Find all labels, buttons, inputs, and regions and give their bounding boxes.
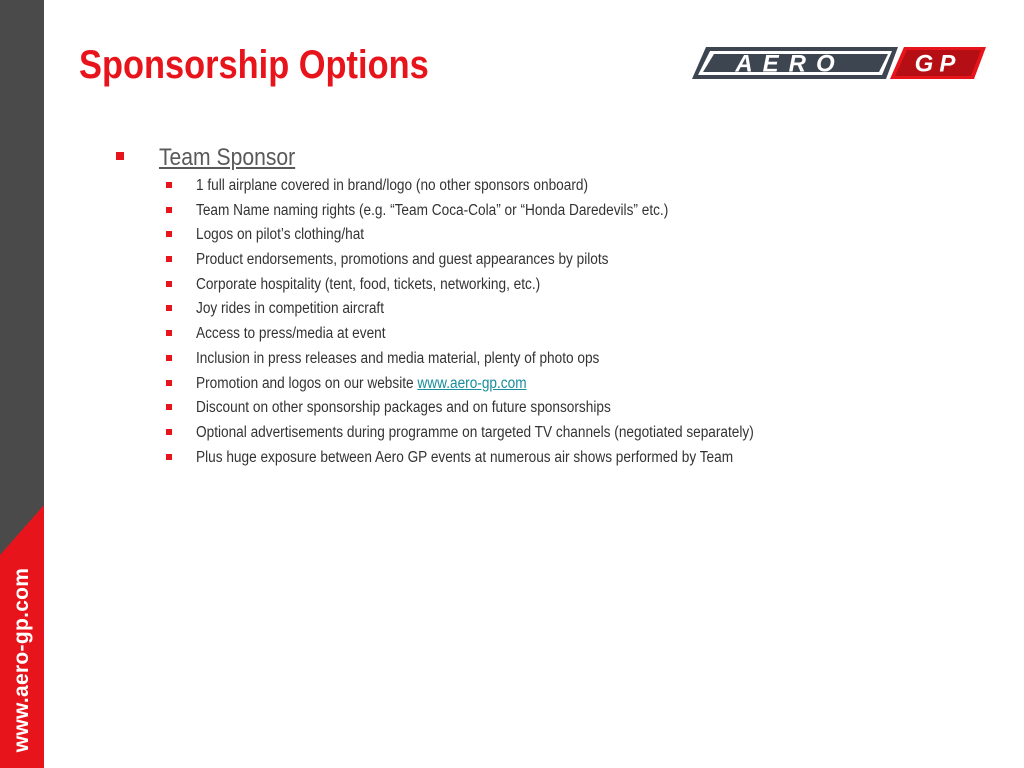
list-item: [112, 373, 992, 398]
square-bullet-icon: [166, 182, 172, 188]
list-item: [112, 348, 992, 373]
team-sponsor-heading-row: [112, 142, 992, 174]
list-item: [112, 397, 992, 422]
square-bullet-icon: [166, 330, 172, 336]
logo-text-gp: GP: [914, 50, 962, 78]
list-item-text: Promotion and logos on our website: [196, 374, 418, 392]
aero-gp-logo: [690, 44, 988, 82]
team-sponsor-heading[interactable]: Team Sponsor: [159, 144, 296, 171]
list-item: [112, 447, 992, 472]
page-title: Sponsorship Options: [79, 43, 429, 87]
list-item-text: Discount on other sponsorship packages and on future sponsorships: [196, 399, 611, 417]
logo-graphic: [690, 44, 988, 82]
square-bullet-icon: [166, 380, 172, 386]
list-item: [112, 175, 992, 200]
list-item: [112, 200, 992, 225]
list-item: [112, 422, 992, 447]
square-bullet-icon: [166, 404, 172, 410]
square-bullet-icon: [166, 281, 172, 287]
list-item-text: Team Name naming rights (e.g. “Team Coca-Cola” or “Honda Daredevils” etc.): [196, 201, 669, 219]
list-item: [112, 224, 992, 249]
list-item-text: Logos on pilot’s clothing/hat: [196, 226, 365, 244]
list-item-text: Plus huge exposure between Aero GP events at numerous air shows performed by Team: [196, 448, 734, 466]
list-item-text: Inclusion in press releases and media material, plenty of photo ops: [196, 349, 600, 367]
list-item-text: Corporate hospitality (tent, food, tickets, networking, etc.): [196, 275, 541, 293]
list-item-text-with-link: [196, 373, 527, 395]
list-item: [112, 323, 992, 348]
list-item-text: 1 full airplane covered in brand/logo (no other sponsors onboard): [196, 177, 589, 194]
square-bullet-icon: [166, 256, 172, 262]
square-bullet-icon: [116, 152, 124, 160]
square-bullet-icon: [166, 355, 172, 361]
list-item-text: Product endorsements, promotions and guest appearances by pilots: [196, 251, 609, 269]
square-bullet-icon: [166, 454, 172, 460]
side-url-text: www.aero-gp.com: [10, 567, 33, 753]
square-bullet-icon: [166, 429, 172, 435]
list-item-text: Access to press/media at event: [196, 325, 386, 343]
square-bullet-icon: [166, 305, 172, 311]
logo-text-aero: AERO: [735, 50, 845, 78]
list-item: [112, 274, 992, 299]
list-item: [112, 249, 992, 274]
side-bar: [0, 0, 44, 768]
list-item: [112, 298, 992, 323]
benefits-list: [112, 175, 992, 471]
content-area: [112, 142, 992, 471]
list-item-text: Optional advertisements during programme on targeted TV channels (negotiated separately): [196, 423, 754, 441]
website-link[interactable]: www.aero-gp.com: [417, 374, 527, 392]
list-item-text: Joy rides in competition aircraft: [196, 300, 385, 318]
square-bullet-icon: [166, 207, 172, 213]
square-bullet-icon: [166, 231, 172, 237]
